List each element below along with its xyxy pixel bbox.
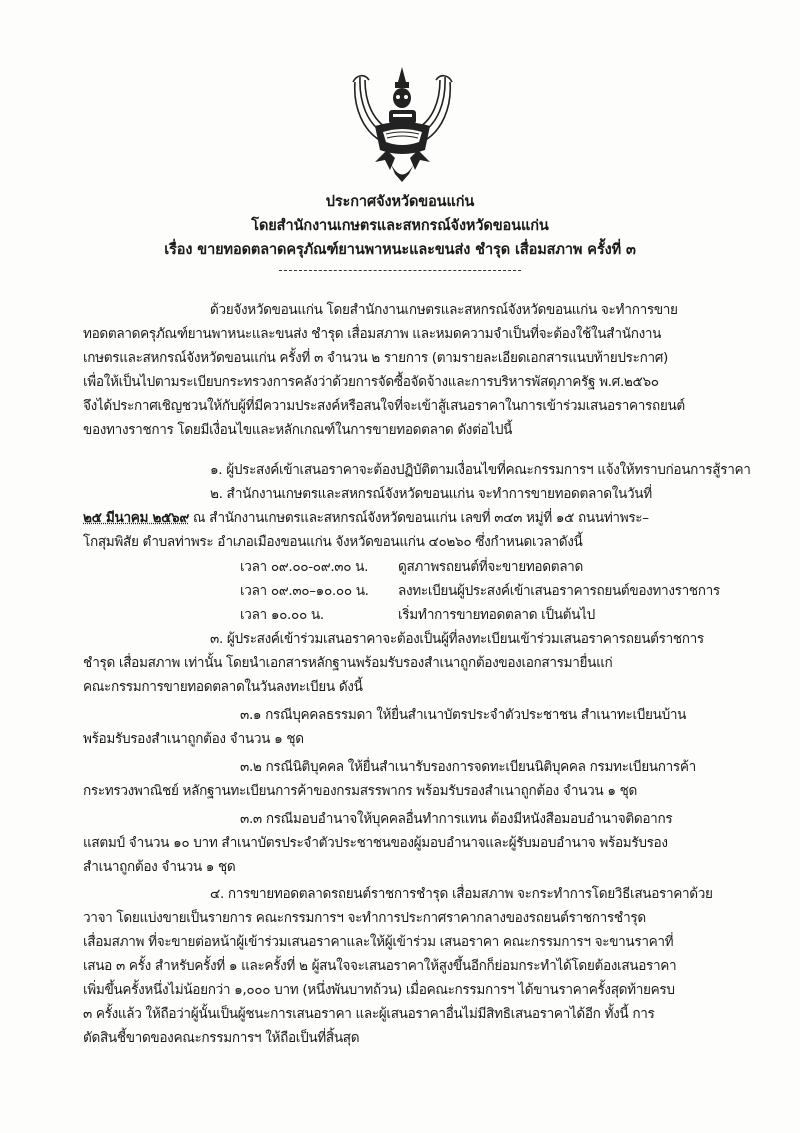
condition-item-3-1: พร้อมรับรองสำเนาถูกต้อง จำนวน ๑ ชุด [83,731,304,747]
intro-line: เพื่อให้เป็นไปตามระเบียบกระทรวงการคลังว่าด้วยการจัดซื้อจัดจ้างและการบริหารพัสดุภาครัฐ พ.ศ.๒๕๖๐ [83,374,659,390]
condition-item-4: วาจา โดยแบ่งขายเป็นรายการ คณะกรรมการฯ จะทำการประกาศราคากลางของรถยนต์ราชการชำรุด [83,910,646,926]
condition-item-3-3: ๓.๓ กรณีมอบอำนาจให้บุคคลอื่นทำการแทน ต้องมีหนังสือมอบอำนาจติดอากร [240,811,673,827]
title-subject: เรื่อง ขายทอดตลาดครุภัณฑ์ยานพาหนะและขนส่ง ชำรุด เสื่อมสภาพ ครั้งที่ ๓ [164,242,636,258]
condition-item-2: ๒. สำนักงานเกษตรและสหกรณ์จังหวัดขอนแก่น จะทำการขายทอดตลาดในวันที่ [210,486,652,502]
auction-location: ณ สำนักงานเกษตรและสหกรณ์จังหวัดขอนแก่น เลขที่ ๓๔๓ หมู่ที่ ๑๕ ถนนท่าพระ– [188,510,649,526]
schedule-time: เวลา ๐๙.๓๐–๑๐.๐๐ น. [240,583,369,599]
intro-line: ของทางราชการ โดยมีเงื่อนไขและหลักเกณฑ์ในการขายทอดตลาด ดังต่อไปนี้ [83,422,513,438]
schedule-time: เวลา ๐๙.๐๐-๐๙.๓๐ น. [240,559,369,575]
auction-date: ๒๕ มีนาคม ๒๕๖๙ [83,510,189,526]
intro-line: เกษตรและสหกรณ์จังหวัดขอนแก่น ครั้งที่ ๓ จำนวน ๒ รายการ (ตามรายละเอียดเอกสารแนบท้ายประกาศ) [83,350,668,366]
schedule-activity: เริ่มทำการขายทอดตลาด เป็นต้นไป [398,607,595,623]
intro-line: ทอดตลาดครุภัณฑ์ยานพาหนะและขนส่ง ชำรุด เสื่อมสภาพ และหมดความจำเป็นที่จะต้องใช้ในสำนักงาน [83,326,662,342]
condition-item-1: ๑. ผู้ประสงค์เข้าเสนอราคาจะต้องปฏิบัติตามเงื่อนไขที่คณะกรรมการฯ แจ้งให้ทราบก่อนการสู้ราคา [210,462,751,478]
condition-item-4: ๔. การขายทอดตลาดรถยนต์ราชการชำรุด เสื่อมสภาพ จะกระทำการโดยวิธีเสนอราคาด้วย [210,886,713,902]
condition-item-4: ๓ ครั้งแล้ว ให้ถือว่าผู้นั้นเป็นผู้ชนะการเสนอราคา และผู้เสนอราคาอื่นไม่มีสิทธิเสนอราคาได้อีก ทั้งนี้ การ [83,1006,655,1022]
schedule-time: เวลา ๑๐.๐๐ น. [240,607,324,623]
condition-item-3-3: แสตมป์ จำนวน ๑๐ บาท สำเนาบัตรประจำตัวประชาชนของผู้มอบอำนาจและผู้รับมอบอำนาจ พร้อมรับรอง [83,835,668,851]
condition-item-4: เสนอ ๓ ครั้ง สำหรับครั้งที่ ๑ และครั้งที่ ๒ ผู้สนใจจะเสนอราคาให้สูงขึ้นอีกก็ย่อมกระทำได้โดยต้องเสนอราคา [83,958,677,974]
title-province: ประกาศจังหวัดขอนแก่น [325,194,475,210]
condition-item-2-address: โกสุมพิสัย ตำบลท่าพระ อำเภอเมืองขอนแก่น จังหวัดขอนแก่น ๔๐๒๖๐ ซึ่งกำหนดเวลาดังนี้ [83,534,583,550]
title-divider [279,270,521,271]
schedule-activity: ดูสภาพรถยนต์ที่จะขายทอดตลาด [398,559,583,575]
announcement-header [0,190,800,271]
condition-item-4: เพิ่มขึ้นครั้งหนึ่งไม่น้อยกว่า ๑,๐๐๐ บาท (หนึ่งพันบาทถ้วน) เมื่อคณะกรรมการฯ ได้ขานราคาครั้งสุดท้ายครบ [83,982,675,998]
intro-line: จึงได้ประกาศเชิญชวนให้กับผู้ที่มีความประสงค์หรือสนใจที่จะเข้าสู้เสนอราคาในการเข้าร่วมเสนอราคารถยนต์ [83,398,685,414]
condition-item-3-2: กระทรวงพาณิชย์ หลักฐานทะเบียนการค้าของกรมสรรพากร พร้อมรับรองสำเนาถูกต้อง จำนวน ๑ ชุด [83,783,637,799]
intro-line: ด้วยจังหวัดขอนแก่น โดยสำนักงานเกษตรและสหกรณ์จังหวัดขอนแก่น จะทำการขาย [210,302,678,318]
garuda-emblem-icon [345,62,460,187]
condition-item-2-date-line [83,506,649,530]
condition-item-3: ชำรุด เสื่อมสภาพ เท่านั้น โดยนำเอกสารหลักฐานพร้อมรับรองสำเนาถูกต้องของเอกสารมายื่นแก่ [83,655,613,671]
condition-item-4: เสื่อมสภาพ ที่จะขายต่อหน้าผู้เข้าร่วมเสนอราคาและให้ผู้เข้าร่วม เสนอราคา คณะกรรมการฯ จะขานราคาที่ [83,934,674,950]
condition-item-3-3: สำเนาถูกต้อง จำนวน ๑ ชุด [83,859,236,875]
condition-item-3: ๓. ผู้ประสงค์เข้าร่วมเสนอราคาจะต้องเป็นผู้ที่ลงทะเบียนเข้าร่วมเสนอราคารถยนต์ราชการ [210,631,704,647]
condition-item-4: ตัดสินชี้ขาดของคณะกรรมการฯ ให้ถือเป็นที่สิ้นสุด [83,1030,360,1046]
condition-item-3: คณะกรรมการขายทอดตลาดในวันลงทะเบียน ดังนี้ [83,679,363,695]
title-office: โดยสำนักงานเกษตรและสหกรณ์จังหวัดขอนแก่น [251,218,549,234]
condition-item-3-2: ๓.๒ กรณีนิติบุคคล ให้ยื่นสำเนารับรองการจดทะเบียนนิติบุคคล กรมทะเบียนการค้า [240,759,696,775]
schedule-activity: ลงทะเบียนผู้ประสงค์เข้าเสนอราคารถยนต์ของทางราชการ [398,583,720,599]
condition-item-3-1: ๓.๑ กรณีบุคคลธรรมดา ให้ยื่นสำเนาบัตรประจำตัวประชาชน สำเนาทะเบียนบ้าน [240,707,687,723]
